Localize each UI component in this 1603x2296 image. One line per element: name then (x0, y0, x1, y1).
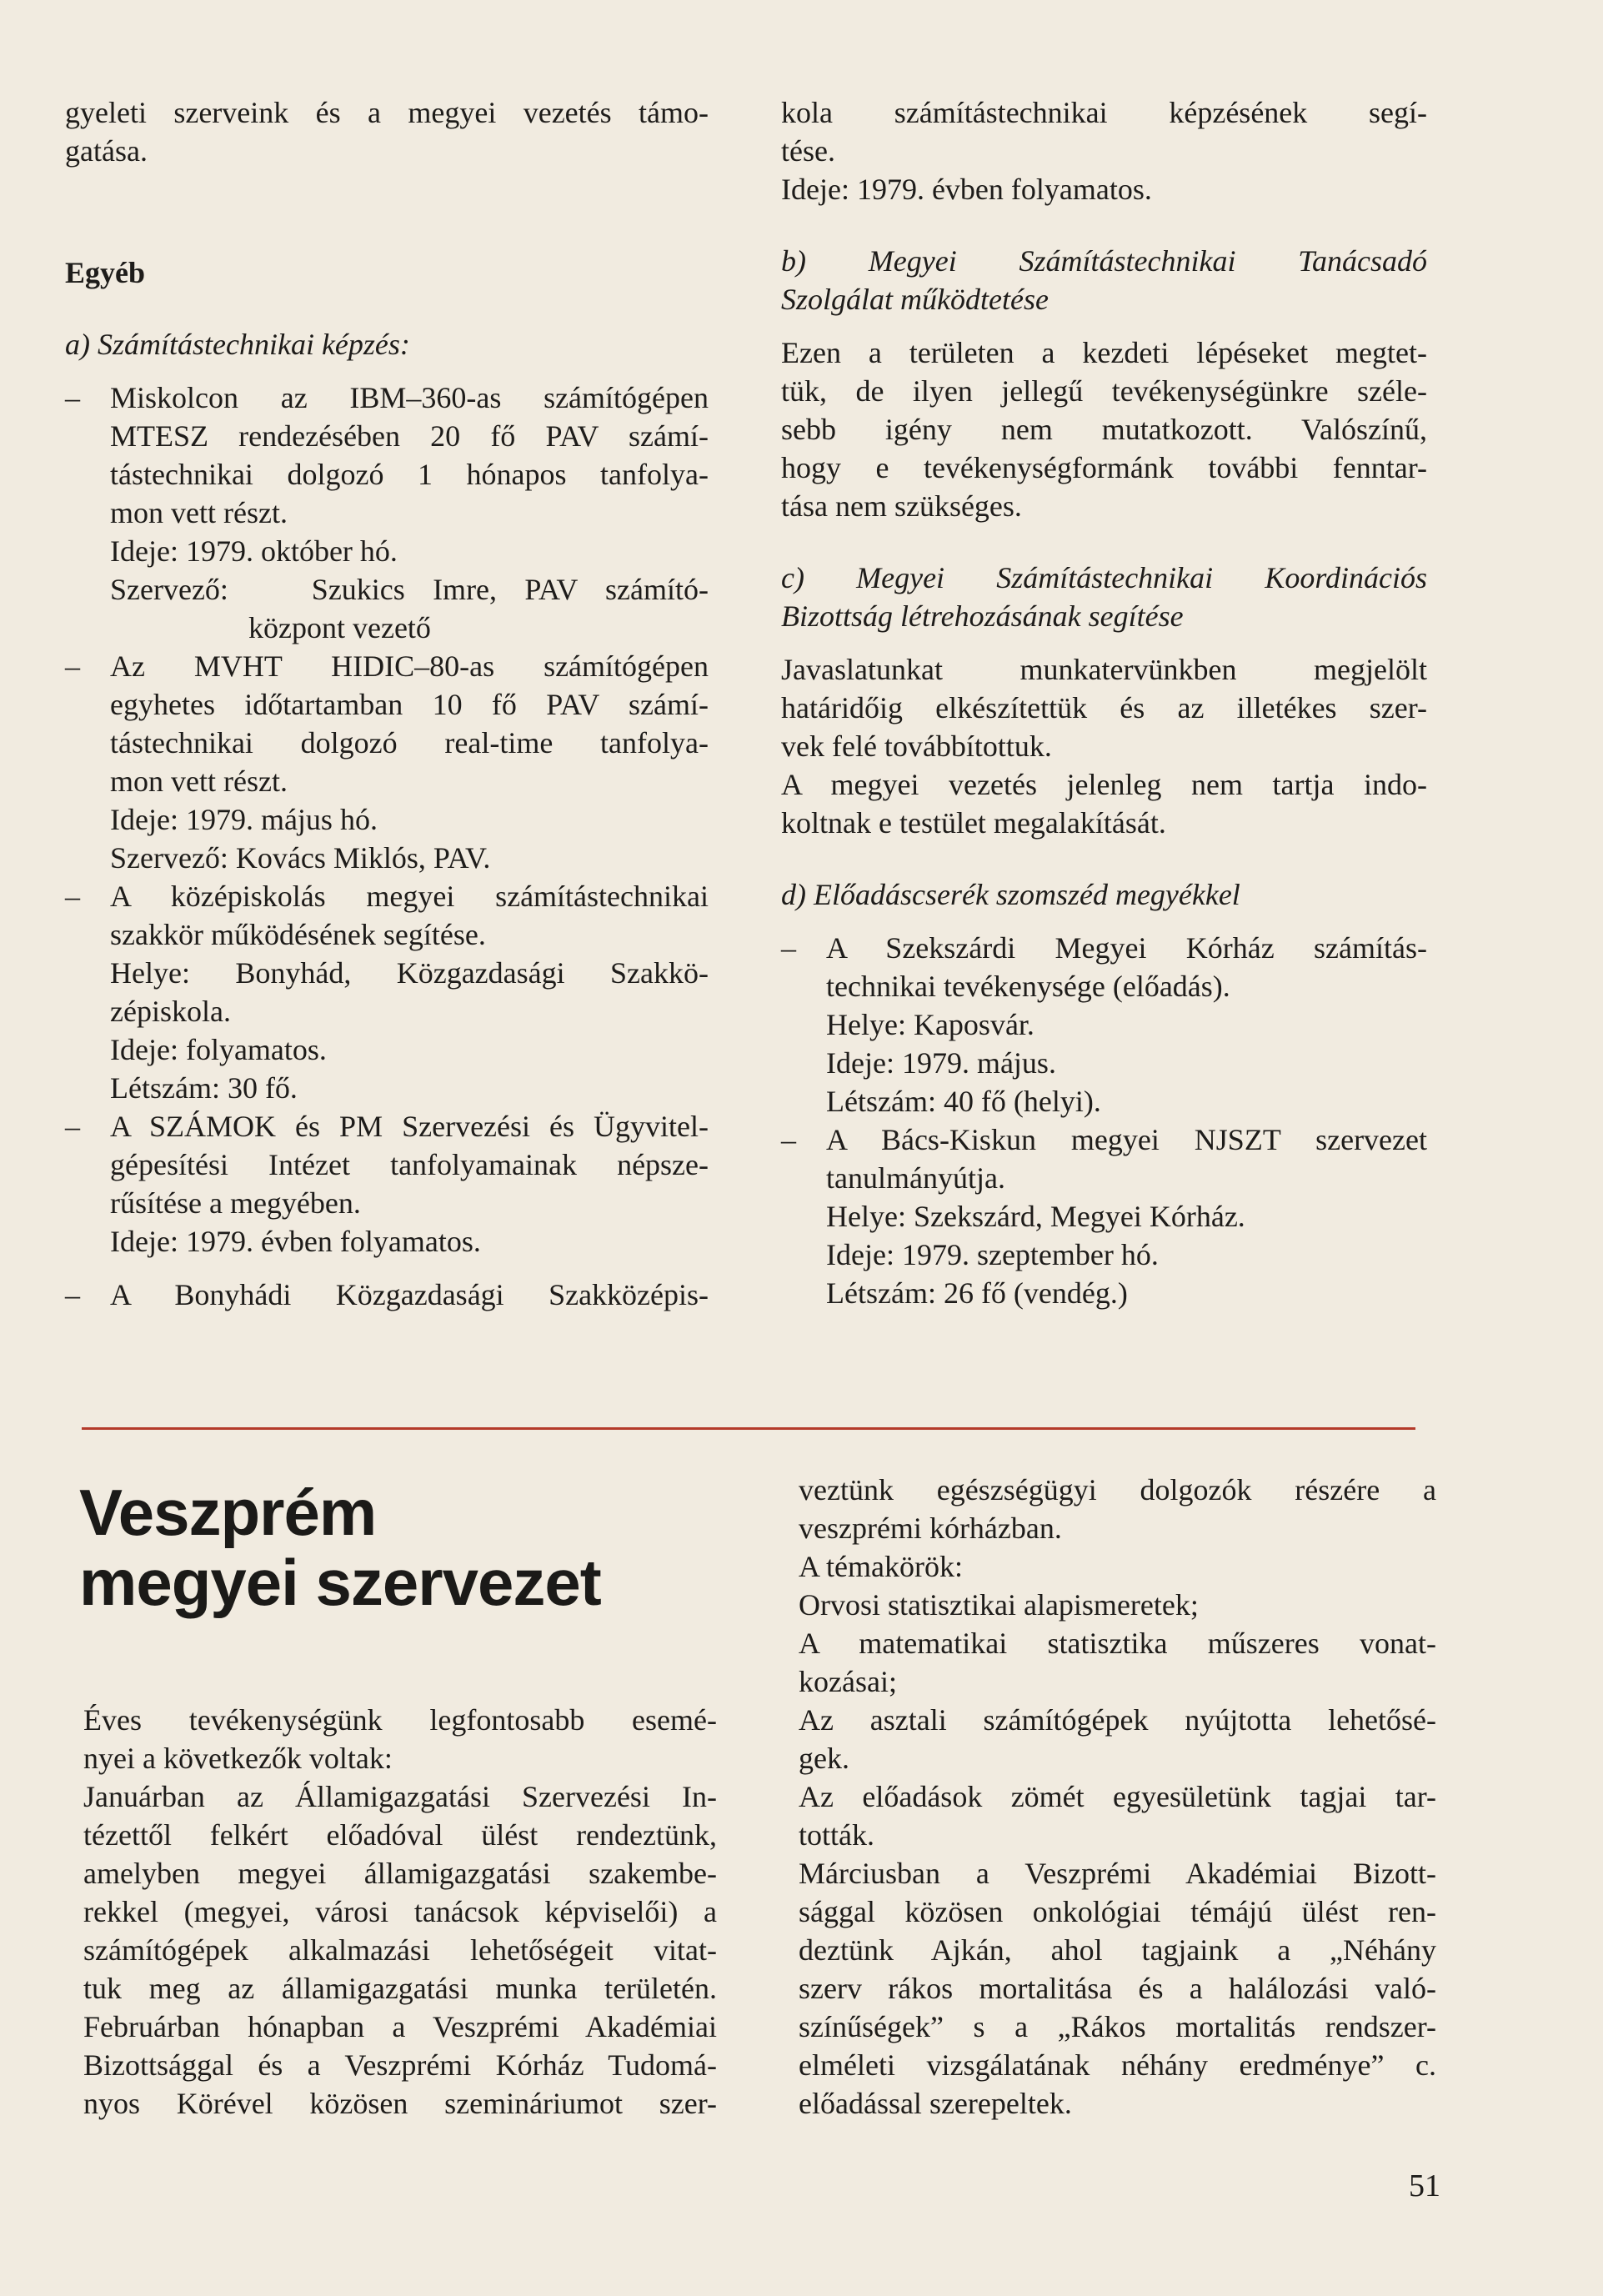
training-item-3: – A középiskolás megyei számítástechnikai (65, 877, 709, 915)
lecture-item-2-location: Helye: Szekszárd, Megyei Kórház. (826, 1200, 1245, 1233)
body-line: Az asztali számítógépek nyújtotta lehetősé- (799, 1703, 1436, 1737)
b-body-line: Ezen a területen a kezdeti lépéseket megtet- (781, 336, 1427, 369)
c-body-line: koltnak e testület megalakítását. (781, 806, 1166, 840)
training-item-2-line: mon vett részt. (110, 764, 288, 798)
training-item-5: – A Bonyhádi Közgazdasági Szakközépis- (65, 1276, 709, 1314)
lecture-item-1-date: Ideje: 1979. május. (826, 1046, 1056, 1080)
b-body-line: tása nem szükséges. (781, 489, 1022, 523)
b-body-line: tük, de ilyen jellegű tevékenységünkre széle- (781, 374, 1427, 408)
body-line: kozásai; (799, 1665, 897, 1698)
bottom-right-column (799, 1471, 1436, 2123)
body-line: deztünk Ajkán, ahol tagjaink a „Néhány (799, 1933, 1436, 1967)
body-line: elméleti vizsgálatának néhány eredménye” c. (799, 2048, 1436, 2082)
b-body-line: sebb igény nem mutatkozott. Valószínű, (781, 413, 1427, 446)
lecture-item-2: – A Bács-Kiskun megyei NJSZT szervezet (781, 1120, 1427, 1159)
lecture-item-1-headcount: Létszám: 40 fő (helyi). (826, 1085, 1101, 1118)
c-body-line: határidőig elkészítettük és az illetékes szer- (781, 691, 1427, 724)
intro-line: gatása. (65, 134, 148, 168)
training-item-3-date: Ideje: folyamatos. (110, 1033, 327, 1066)
c-body-line: Javaslatunkat munkatervünkben megjelölt (781, 653, 1427, 686)
training-item-2-line: tástechnikai dolgozó real-time tanfolya- (110, 726, 709, 759)
body-line: rekkel (megyei, városi tanácsok képviselői) a (83, 1895, 717, 1928)
intro-line: gyeleti szerveink és a megyei vezetés támo- (65, 96, 709, 129)
body-line: szerv rákos mortalitása és a halálozási való- (799, 1972, 1436, 2005)
training-item-1-line: mon vett részt. (110, 496, 288, 529)
lecture-item-2-date: Ideje: 1979. szeptember hó. (826, 1238, 1159, 1271)
training-item-4-date: Ideje: 1979. évben folyamatos. (110, 1225, 481, 1258)
training-item-2-organizer: Szervező: Kovács Miklós, PAV. (110, 841, 491, 875)
body-line: Januárban az Államigazgatási Szervezési In- (83, 1780, 717, 1813)
continuation-line: kola számítástechnikai képzésének segí- (781, 96, 1427, 129)
body-line: A témakörök: (799, 1550, 963, 1583)
b-body-line: hogy e tevékenységformánk további fenntar- (781, 451, 1427, 484)
c-subheading-cont: Bizottság létrehozásának segítése (781, 599, 1184, 633)
training-item-2: – Az MVHT HIDIC–80-as számítógépen (65, 647, 709, 685)
body-line: Az előadások zömét egyesületünk tagjai tar- (799, 1780, 1436, 1813)
body-line: Bizottsággal és a Veszprémi Kórház Tudomá- (83, 2048, 717, 2082)
body-line: sággal közösen onkológiai témájú ülést ren- (799, 1895, 1436, 1928)
lecture-item-1-location: Helye: Kaposvár. (826, 1008, 1034, 1041)
body-line: veszprémi kórházban. (799, 1511, 1062, 1545)
training-item-3-line: szakkör működésének segítése. (110, 918, 486, 951)
section-divider-rule (82, 1427, 1415, 1430)
body-line: Februárban hónapban a Veszprémi Akadémiai (83, 2010, 717, 2043)
page-number: 51 (1409, 2168, 1440, 2203)
body-line: Éves tevékenységünk legfontosabb esemé- (83, 1703, 717, 1737)
b-subheading-cont: Szolgálat működtetése (781, 283, 1049, 316)
c-body-line: A megyei vezetés jelenleg nem tartja indo- (781, 768, 1427, 801)
body-line: számítógépek alkalmazási lehetőségeit vitat- (83, 1933, 717, 1967)
training-item-1-organizer: Szervező: Szukics Imre, PAV számító- (110, 573, 709, 606)
bottom-left-column (83, 1701, 717, 2123)
body-line: tották. (799, 1818, 874, 1852)
training-item-1-organizer-cont: központ vezető (248, 611, 431, 644)
body-line: színűségek” s a „Rákos mortalitás rendszer- (799, 2010, 1436, 2043)
top-right-column (781, 93, 1427, 1312)
lecture-item-1: – A Szekszárdi Megyei Kórház számítás- (781, 929, 1427, 967)
a-subheading: a) Számítástechnikai képzés: (65, 328, 410, 361)
body-line: Orvosi statisztikai alapismeretek; (799, 1588, 1199, 1622)
body-line: gek. (799, 1742, 849, 1775)
b-subheading: b) Megyei Számítástechnikai Tanácsadó (781, 244, 1427, 278)
c-body-line: vek felé továbbítottuk. (781, 729, 1052, 763)
top-left-column (65, 93, 709, 1314)
training-item-4-line: gépesítési Intézet tanfolyamainak népsze- (110, 1148, 709, 1181)
training-item-1-line: MTESZ rendezésében 20 fő PAV számí- (110, 419, 709, 453)
continuation-line: tése. (781, 134, 835, 168)
training-item-2-date: Ideje: 1979. május hó. (110, 803, 378, 836)
section-title-line: megyei szervezet (79, 1546, 601, 1619)
c-subheading: c) Megyei Számítástechnikai Koordinációs (781, 561, 1427, 594)
body-line: tézettől felkért előadóval ülést rendeztünk, (83, 1818, 717, 1852)
body-line: A matematikai statisztika műszeres vonat- (799, 1627, 1436, 1660)
body-line: amelyben megyei államigazgatási szakembe- (83, 1857, 717, 1890)
lecture-item-2-line: tanulmányútja. (826, 1161, 1005, 1195)
body-line: veztünk egészségügyi dolgozók részére a (799, 1473, 1436, 1506)
section-title-line: Veszprém (79, 1476, 377, 1549)
training-item-1-line: tástechnikai dolgozó 1 hónapos tanfolya- (110, 458, 709, 491)
continuation-date: Ideje: 1979. évben folyamatos. (781, 173, 1152, 206)
body-line: tuk meg az államigazgatási munka területén. (83, 1972, 717, 2005)
d-subheading: d) Előadáscserék szomszéd megyékkel (781, 878, 1240, 911)
training-item-4-line: rűsítése a megyében. (110, 1186, 361, 1220)
training-item-4: – A SZÁMOK és PM Szervezési és Ügyvitel- (65, 1107, 709, 1145)
lecture-item-1-line: technikai tevékenysége (előadás). (826, 970, 1230, 1003)
body-line: előadással szerepeltek. (799, 2087, 1072, 2120)
body-line: nyei a következők voltak: (83, 1742, 393, 1775)
body-line: nyos Körével közösen szemináriumot szer- (83, 2087, 717, 2120)
training-item-2-line: egyhetes időtartamban 10 fő PAV számí- (110, 688, 709, 721)
lecture-item-2-headcount: Létszám: 26 fő (vendég.) (826, 1276, 1128, 1310)
egyeb-heading: Egyéb (65, 256, 146, 289)
training-item-3-location: Helye: Bonyhád, Közgazdasági Szakkö- (110, 956, 709, 990)
body-line: Márciusban a Veszprémi Akadémiai Bizott- (799, 1857, 1436, 1890)
section-title (79, 1477, 663, 1617)
training-item-1-date: Ideje: 1979. október hó. (110, 534, 398, 568)
training-item-1: – Miskolcon az IBM–360-as számítógépen (65, 378, 709, 417)
training-item-3-headcount: Létszám: 30 fő. (110, 1071, 298, 1105)
training-item-3-location-cont: zépiskola. (110, 995, 231, 1028)
